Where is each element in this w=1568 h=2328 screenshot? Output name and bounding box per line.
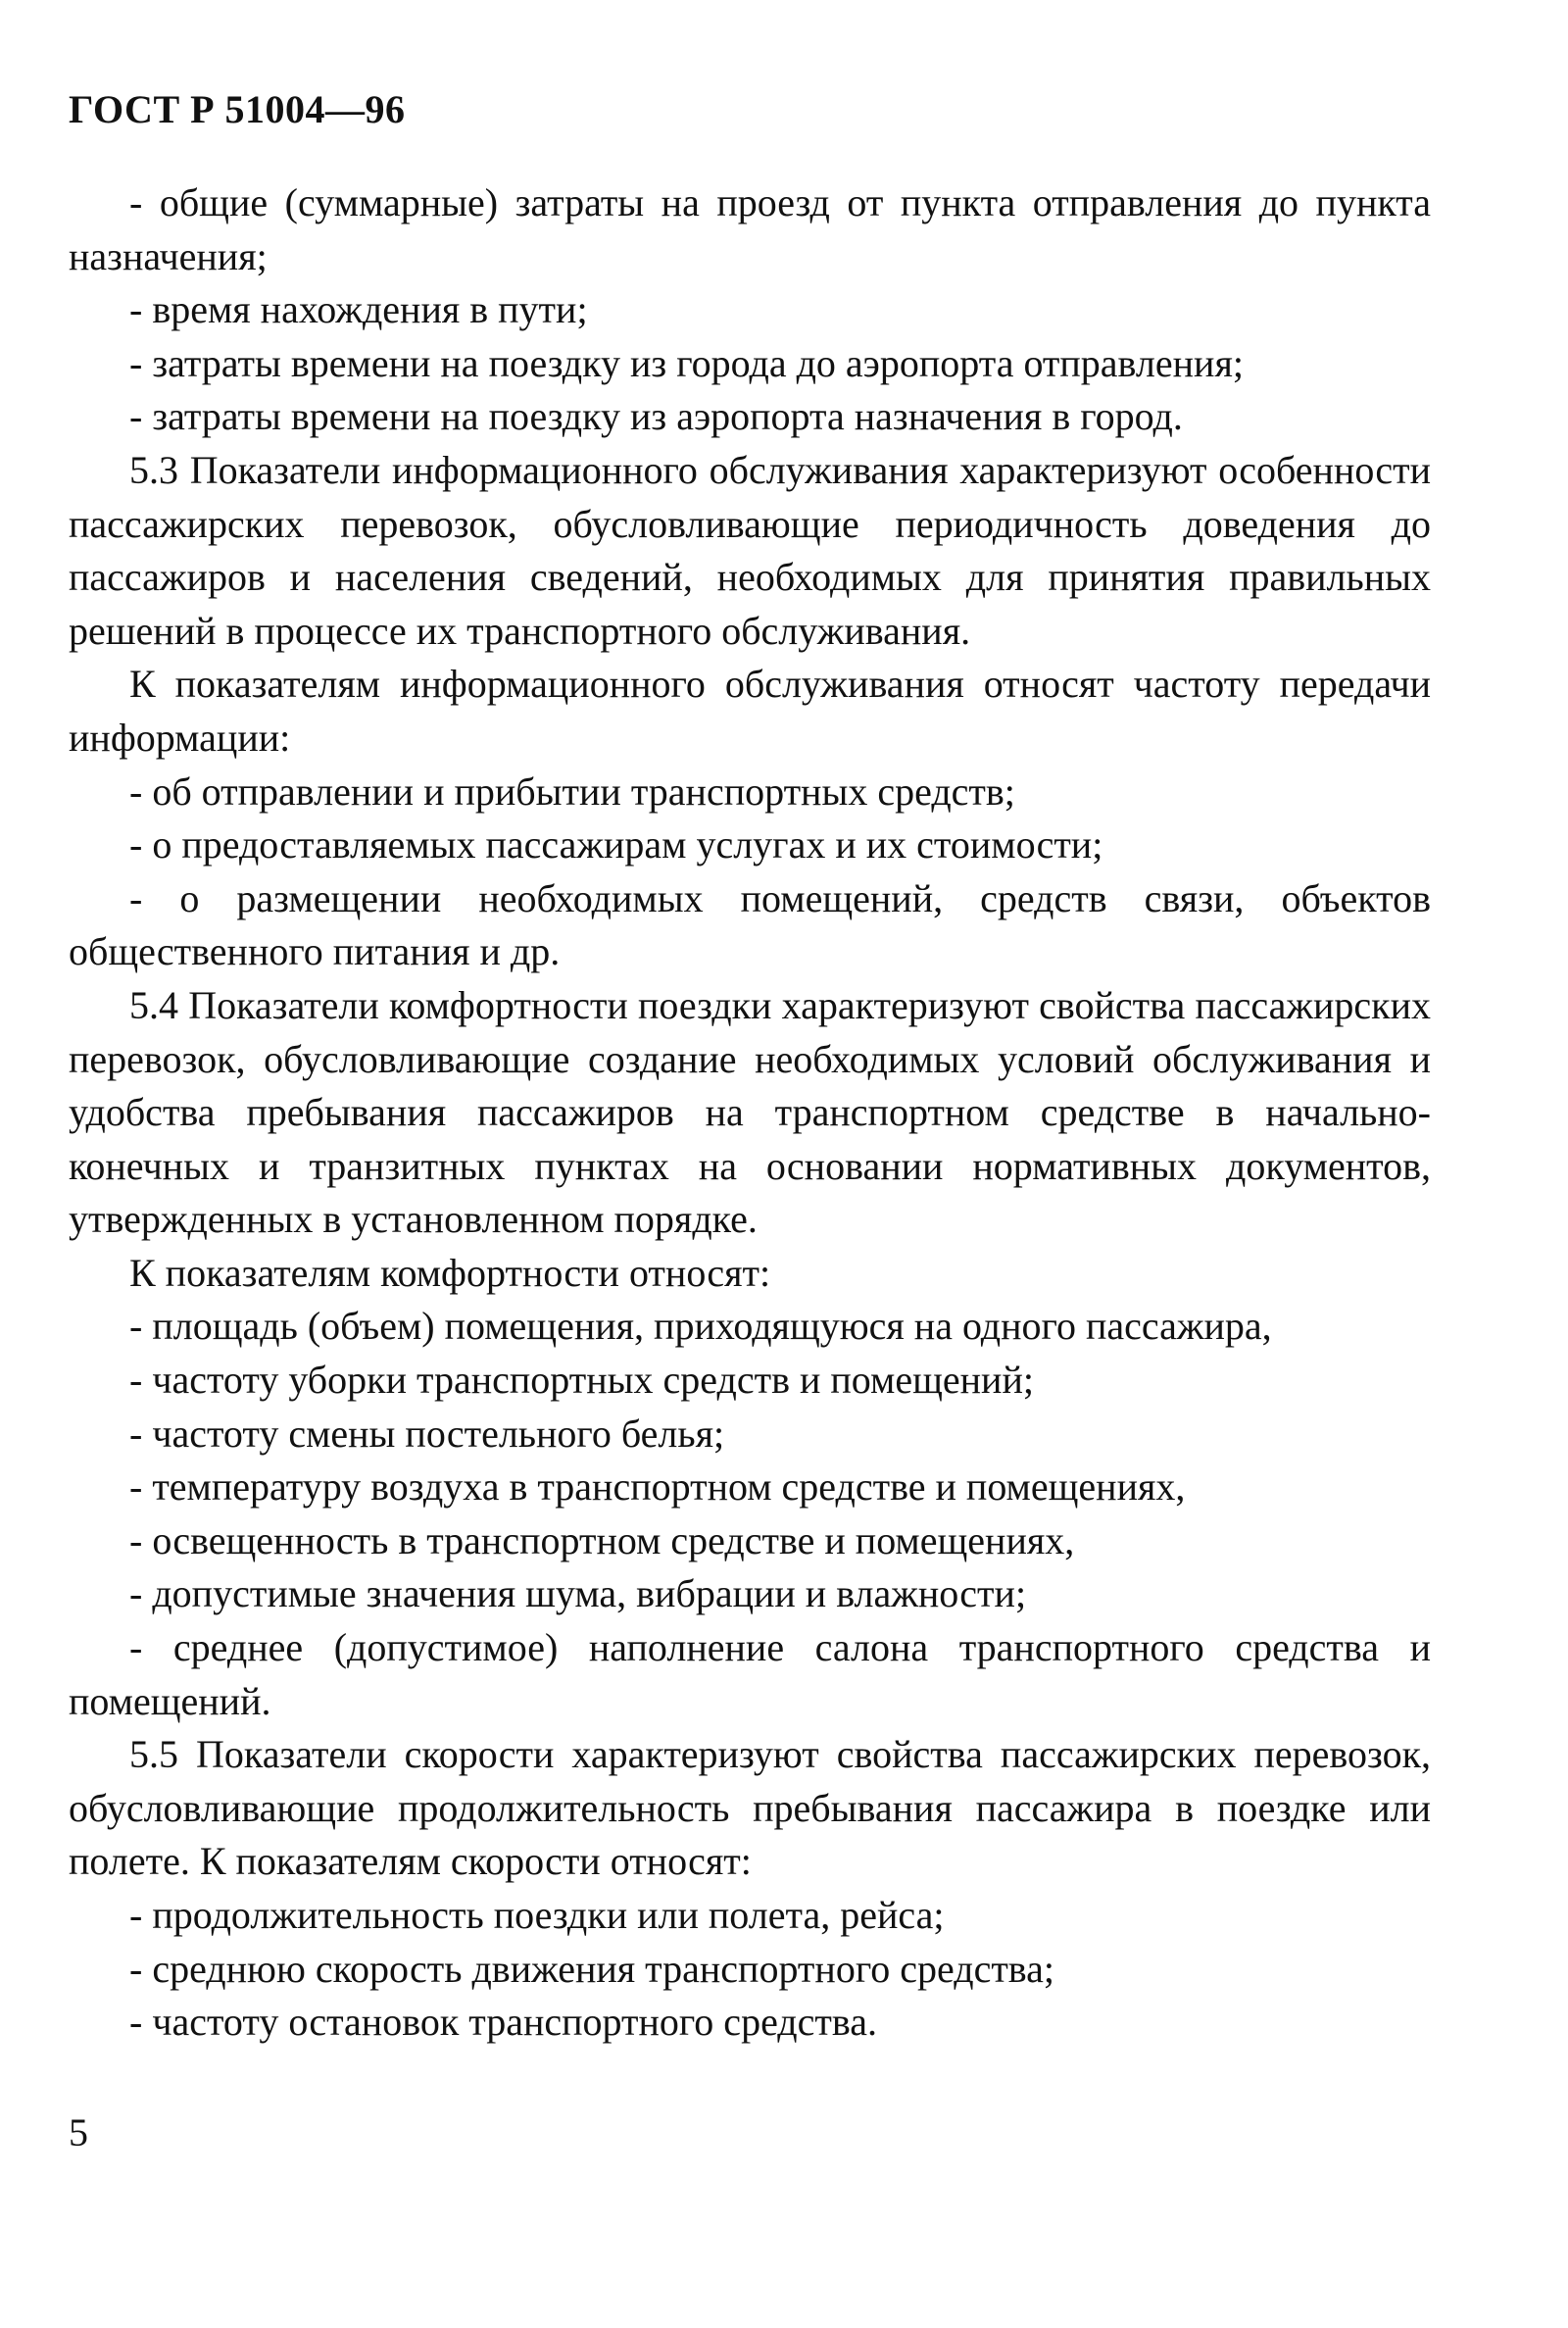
paragraph: - среднее (допустимое) наполнение салона транспортного средства и помещений. bbox=[69, 1625, 1431, 1723]
page-number: 5 bbox=[69, 2110, 88, 2155]
paragraph: - температуру воздуха в транспортном средстве и помещениях, bbox=[129, 1464, 1186, 1510]
paragraph: К показателям информационного обслуживания относят частоту передачи информации: bbox=[69, 662, 1431, 760]
paragraph: 5.4 Показатели комфортности поездки характеризуют свойства пассажирских перевозок, обусловливающие создание необходимых условий обслуживания и удобства пребывания пассажиров на транспортном средстве в начально-конечных и транзитных пунктах на основании нормативных документов, утвержденных в установленном порядке. bbox=[69, 982, 1431, 1242]
paragraph: К показателям комфортности относят: bbox=[129, 1250, 771, 1295]
paragraph: - затраты времени на поездку из аэропорта назначения в город. bbox=[129, 394, 1183, 439]
paragraph: - об отправлении и прибытии транспортных средств; bbox=[129, 768, 1015, 814]
page-header-title: ГОСТ Р 51004—96 bbox=[69, 87, 406, 131]
paragraph: - о размещении необходимых помещений, средств связи, объектов общественного питания и др. bbox=[69, 875, 1431, 974]
paragraph: 5.5 Показатели скорости характеризуют свойства пассажирских перевозок, обусловливающие продолжительность пребывания пассажира в поездке или полете. К показателям скорости относят: bbox=[69, 1732, 1431, 1884]
paragraph: - площадь (объем) помещения, приходящуюся на одного пассажира, bbox=[129, 1304, 1272, 1349]
paragraph: - частоту остановок транспортного средства. bbox=[129, 2000, 877, 2045]
document-body bbox=[69, 176, 1431, 2050]
paragraph: - среднюю скорость движения транспортного средства; bbox=[129, 1946, 1055, 1991]
paragraph: - допустимые значения шума, вибрации и влажности; bbox=[129, 1571, 1027, 1616]
paragraph: - общие (суммарные) затраты на проезд от пункта отправления до пункта назначения; bbox=[69, 180, 1431, 278]
paragraph: - время нахождения в пути; bbox=[129, 287, 588, 332]
paragraph: - затраты времени на поездку из города до аэропорта отправления; bbox=[129, 340, 1244, 385]
paragraph: - частоту уборки транспортных средств и помещений; bbox=[129, 1358, 1034, 1403]
paragraph: - о предоставляемых пассажирам услугах и их стоимости; bbox=[129, 822, 1103, 867]
paragraph: - частоту смены постельного белья; bbox=[129, 1411, 725, 1456]
paragraph: 5.3 Показатели информационного обслуживания характеризуют особенности пассажирских перевозок, обусловливающие периодичность доведения до пассажиров и населения сведений, необходимых для принятия правильных решений в процессе их транспортного обслуживания. bbox=[69, 447, 1431, 653]
paragraph: - освещенность в транспортном средстве и помещениях, bbox=[129, 1517, 1075, 1562]
paragraph: - продолжительность поездки или полета, рейса; bbox=[129, 1893, 945, 1937]
